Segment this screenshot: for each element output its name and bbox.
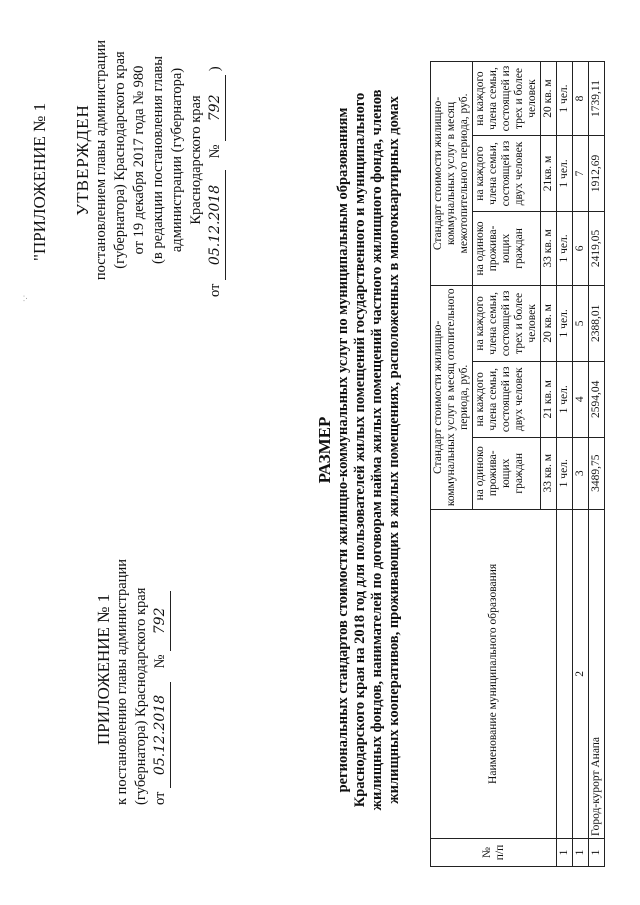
area-cell: 21кв. м: [541, 136, 557, 212]
header-single-2: на одиноко прожива-ющих граждан: [473, 211, 541, 285]
approval-right-line1: постановлением главы администрации: [93, 39, 109, 281]
approval-block-right: [30, 15, 226, 305]
table-column-numbers-row: [573, 62, 589, 867]
number-label: №: [207, 144, 223, 159]
column-number: 3: [573, 437, 589, 509]
handwritten-date: 05.12.2018: [206, 170, 226, 280]
from-label: от: [207, 283, 223, 297]
value-cell: 1912,69: [589, 136, 605, 212]
appendix-title-left: ПРИЛОЖЕНИЕ № 1: [94, 593, 113, 745]
column-number: 5: [573, 285, 589, 361]
value-cell: 2594,04: [589, 361, 605, 437]
heading-line2: Краснодарского края на 2018 год для пользователей жилых помещений государственного и муниципального: [352, 92, 368, 808]
heading-line3: жилищных фондов, нанимателей по договорам найма жилых помещений частного жилищного фонда, членов: [369, 89, 385, 811]
header-three-2: на каждого члена семьи, состоящей из трех и более человек: [473, 62, 541, 136]
persons-cell: 1 чел.: [557, 211, 573, 285]
table-persons-row: [557, 62, 573, 867]
column-number: 7: [573, 136, 589, 212]
area-cell: 33 кв. м: [541, 211, 557, 285]
header-two-2: на каждого члена семьи, состоящей из двух человек: [473, 136, 541, 212]
heading-line1: региональных стандартов стоимости жилищно-коммунальных услуг по муниципальным образованиям: [335, 107, 351, 793]
header-non-heating-period: Стандарт стоимости жилищно-коммунальных услуг в месяц межотопительного периода, руб.: [431, 62, 473, 286]
approval-block-left: [94, 475, 171, 805]
municipality-name: Город-курорт Анапа: [589, 509, 605, 838]
persons-cell: 1 чел.: [557, 361, 573, 437]
header-municipality: Наименование муниципального образования: [431, 509, 557, 838]
value-cell: 1739,11: [589, 62, 605, 136]
heading-line4: жилищных кооперативов, проживающих в жилых помещениях, расположенных в многоквартирных домах: [386, 96, 402, 804]
approval-right-line4: (в редакции постановления главы: [150, 56, 166, 264]
header-heating-period: Стандарт стоимости жилищно-коммунальных услуг в месяц отопительного периода, руб.: [431, 285, 473, 509]
header-number: № п/п: [431, 839, 557, 867]
area-cell: 21 кв. м: [541, 361, 557, 437]
from-label: от: [152, 791, 168, 805]
closing-paren: ): [207, 66, 223, 72]
column-number: 6: [573, 211, 589, 285]
approval-right-date-line: [206, 15, 226, 305]
document-heading: [316, 45, 403, 855]
approval-left-line2: (губернатора) Краснодарского края: [133, 587, 149, 805]
table-row: [589, 62, 605, 867]
handwritten-number: 792: [151, 591, 171, 651]
appendix-title-right: "ПРИЛОЖЕНИЕ № 1: [30, 102, 49, 261]
value-cell: 3489,75: [589, 437, 605, 509]
scan-speck: ·.·: [20, 294, 29, 302]
persons-cell: 1 чел.: [557, 285, 573, 361]
area-cell: 20 кв. м: [541, 62, 557, 136]
row-number: 1: [589, 839, 605, 867]
value-cell: 2388,01: [589, 285, 605, 361]
area-cell: 20 кв. м: [541, 285, 557, 361]
persons-cell: 1 чел.: [557, 136, 573, 212]
column-number: 1: [573, 839, 589, 867]
handwritten-number: 792: [206, 75, 226, 141]
number-label: №: [152, 654, 168, 669]
column-number: 2: [573, 509, 589, 838]
approval-right-line6: Краснодарского края: [188, 95, 204, 225]
column-number: 8: [573, 62, 589, 136]
approval-right-line2: (губернатора) Краснодарского края: [112, 51, 128, 269]
header-three-1: на каждого члена семьи, состоящей из трех и более человек: [473, 285, 541, 361]
header-single-1: на одиноко прожива-ющих граждан: [473, 437, 541, 509]
value-cell: 2419,05: [589, 211, 605, 285]
area-cell: 33 кв. м: [541, 437, 557, 509]
approval-left-date-line: [151, 475, 171, 805]
approval-left-line1: к постановлению главы администрации: [114, 558, 130, 805]
table-header-row: [431, 62, 473, 867]
document-title: РАЗМЕР: [315, 416, 334, 484]
standards-table: [430, 61, 605, 867]
approved-heading: УТВЕРЖДЕН: [73, 104, 92, 216]
handwritten-date: 05.12.2018: [151, 682, 171, 788]
approval-right-line5: администрации (губернатора): [169, 67, 185, 253]
column-number: 4: [573, 361, 589, 437]
header-two-1: на каждого члена семьи, состоящей из двух человек: [473, 361, 541, 437]
persons-cell: 1 чел.: [557, 62, 573, 136]
persons-cell: 1 чел.: [557, 437, 573, 509]
approval-right-line3: от 19 декабря 2017 года № 980: [131, 65, 147, 255]
table-cell: 1: [557, 839, 573, 867]
